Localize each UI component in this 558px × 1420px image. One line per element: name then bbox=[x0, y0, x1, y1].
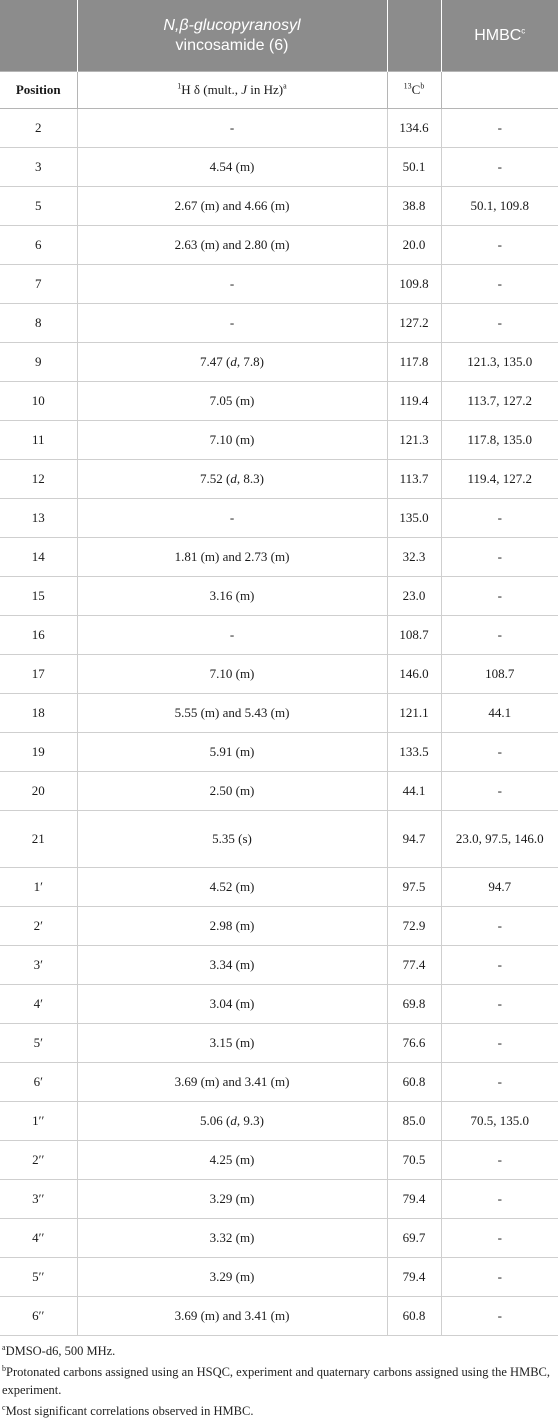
proton-shift-cell bbox=[77, 868, 387, 907]
proton-shift-text-tail: , 8.3) bbox=[236, 471, 264, 486]
hmbc-cell: 23.0, 97.5, 146.0 bbox=[441, 811, 558, 868]
proton-shift-cell bbox=[77, 946, 387, 985]
footnote bbox=[2, 1342, 558, 1360]
position-cell: 9 bbox=[0, 343, 77, 382]
proton-shift-cell bbox=[77, 1297, 387, 1336]
footnote-text: Protonated carbons assigned using an HSQC, experiment and quaternary carbons assigned using the HMBC, experiment. bbox=[2, 1365, 550, 1397]
hmbc-cell: - bbox=[441, 772, 558, 811]
hmbc-cell: 44.1 bbox=[441, 694, 558, 733]
carbon-shift-cell: 44.1 bbox=[387, 772, 441, 811]
hmbc-cell: 108.7 bbox=[441, 655, 558, 694]
footnote-text: Most significant correlations observed in HMBC. bbox=[5, 1404, 254, 1418]
proton-shift-text: 5.35 (s) bbox=[212, 831, 252, 846]
hmbc-cell: - bbox=[441, 499, 558, 538]
proton-shift-text: - bbox=[229, 120, 235, 135]
table-row bbox=[0, 187, 558, 226]
proton-shift-text: 4.54 (m) bbox=[209, 159, 255, 174]
table-row bbox=[0, 811, 558, 868]
hmbc-cell: - bbox=[441, 226, 558, 265]
proton-shift-text: 2.98 (m) bbox=[209, 918, 255, 933]
carbon-shift-cell: 60.8 bbox=[387, 1297, 441, 1336]
hmbc-cell: - bbox=[441, 1141, 558, 1180]
proton-shift-text: - bbox=[229, 315, 235, 330]
table-row bbox=[0, 1258, 558, 1297]
proton-shift-text: 3.69 (m) and 3.41 (m) bbox=[174, 1074, 290, 1089]
carbon-shift-cell: 77.4 bbox=[387, 946, 441, 985]
carbon-shift-cell: 135.0 bbox=[387, 499, 441, 538]
hmbc-cell: 121.3, 135.0 bbox=[441, 343, 558, 382]
proton-shift-text: 3.69 (m) and 3.41 (m) bbox=[174, 1308, 290, 1323]
footnotes bbox=[0, 1336, 558, 1420]
nmr-table-body bbox=[0, 109, 558, 1336]
proton-shift-cell bbox=[77, 985, 387, 1024]
hmbc-cell: - bbox=[441, 985, 558, 1024]
proton-shift-text: 7.05 (m) bbox=[209, 393, 255, 408]
table-row bbox=[0, 772, 558, 811]
hmbc-cell: 70.5, 135.0 bbox=[441, 1102, 558, 1141]
footnote bbox=[2, 1402, 558, 1420]
proton-shift-text: 7.47 ( bbox=[200, 354, 231, 369]
position-cell: 12 bbox=[0, 460, 77, 499]
proton-shift-text: 5.91 (m) bbox=[209, 744, 255, 759]
position-cell: 5′′ bbox=[0, 1258, 77, 1297]
proton-shift-text: 3.34 (m) bbox=[209, 957, 255, 972]
proton-shift-cell bbox=[77, 343, 387, 382]
position-cell: 5′ bbox=[0, 1024, 77, 1063]
hmbc-cell: - bbox=[441, 577, 558, 616]
position-cell: 2′′ bbox=[0, 1141, 77, 1180]
position-cell: 20 bbox=[0, 772, 77, 811]
proton-shift-cell bbox=[77, 772, 387, 811]
carbon-shift-cell: 94.7 bbox=[387, 811, 441, 868]
table-row bbox=[0, 460, 558, 499]
proton-shift-cell bbox=[77, 499, 387, 538]
table-row bbox=[0, 538, 558, 577]
table-row bbox=[0, 1219, 558, 1258]
proton-shift-cell bbox=[77, 1024, 387, 1063]
position-cell: 6 bbox=[0, 226, 77, 265]
proton-shift-text: 4.25 (m) bbox=[209, 1152, 255, 1167]
carbon-shift-cell: 121.1 bbox=[387, 694, 441, 733]
hmbc-cell: - bbox=[441, 265, 558, 304]
position-cell: 6′ bbox=[0, 1063, 77, 1102]
carbon-shift-cell: 113.7 bbox=[387, 460, 441, 499]
proton-shift-cell bbox=[77, 1063, 387, 1102]
carbon-shift-cell: 127.2 bbox=[387, 304, 441, 343]
carbon-shift-cell: 20.0 bbox=[387, 226, 441, 265]
table-row bbox=[0, 304, 558, 343]
proton-shift-cell bbox=[77, 577, 387, 616]
position-cell: 4′ bbox=[0, 985, 77, 1024]
table-row bbox=[0, 733, 558, 772]
table-row bbox=[0, 109, 558, 148]
carbon-shift-cell: 69.7 bbox=[387, 1219, 441, 1258]
table-row bbox=[0, 1063, 558, 1102]
carbon-shift-cell: 117.8 bbox=[387, 343, 441, 382]
table-row bbox=[0, 1297, 558, 1336]
position-cell: 7 bbox=[0, 265, 77, 304]
proton-shift-text: 2.63 (m) and 2.80 (m) bbox=[174, 237, 290, 252]
hmbc-header bbox=[441, 0, 558, 72]
proton-shift-cell bbox=[77, 1102, 387, 1141]
position-cell: 3′′ bbox=[0, 1180, 77, 1219]
proton-shift-cell bbox=[77, 733, 387, 772]
carbon-shift-cell: 60.8 bbox=[387, 1063, 441, 1102]
proton-shift-text: 3.16 (m) bbox=[209, 588, 255, 603]
position-cell: 1′′ bbox=[0, 1102, 77, 1141]
proton-shift-text: 7.52 ( bbox=[200, 471, 231, 486]
position-cell: 17 bbox=[0, 655, 77, 694]
proton-shift-cell bbox=[77, 907, 387, 946]
proton-shift-cell bbox=[77, 187, 387, 226]
proton-shift-text: 5.55 (m) and 5.43 (m) bbox=[174, 705, 290, 720]
proton-header-j: J bbox=[241, 82, 248, 97]
table-row bbox=[0, 1102, 558, 1141]
carbon-shift-cell: 76.6 bbox=[387, 1024, 441, 1063]
proton-shift-cell bbox=[77, 1180, 387, 1219]
hmbc-header-label: HMBC bbox=[474, 26, 522, 44]
carbon-shift-cell: 108.7 bbox=[387, 616, 441, 655]
position-cell: 15 bbox=[0, 577, 77, 616]
carbon-shift-cell: 119.4 bbox=[387, 382, 441, 421]
position-column-header: Position bbox=[0, 72, 77, 109]
proton-shift-cell bbox=[77, 265, 387, 304]
carbon-shift-cell: 72.9 bbox=[387, 907, 441, 946]
proton-shift-cell bbox=[77, 694, 387, 733]
table-row bbox=[0, 694, 558, 733]
footnote bbox=[2, 1363, 558, 1399]
position-cell: 18 bbox=[0, 694, 77, 733]
proton-shift-text: 3.32 (m) bbox=[209, 1230, 255, 1245]
header-blank-cell bbox=[0, 0, 77, 72]
position-cell: 19 bbox=[0, 733, 77, 772]
carbon-header-text: C bbox=[411, 82, 421, 97]
proton-shift-cell bbox=[77, 616, 387, 655]
proton-shift-text: 7.10 (m) bbox=[209, 432, 255, 447]
carbon-shift-cell: 70.5 bbox=[387, 1141, 441, 1180]
table-row bbox=[0, 1024, 558, 1063]
header-blank-cell-2 bbox=[387, 0, 441, 72]
hmbc-cell: 119.4, 127.2 bbox=[441, 460, 558, 499]
proton-shift-text: 5.06 ( bbox=[200, 1113, 231, 1128]
hmbc-cell: 117.8, 135.0 bbox=[441, 421, 558, 460]
position-cell: 11 bbox=[0, 421, 77, 460]
multiplicity-italic: d bbox=[230, 1113, 237, 1128]
proton-shift-cell bbox=[77, 382, 387, 421]
hmbc-subheader-blank bbox=[441, 72, 558, 109]
hmbc-cell: - bbox=[441, 1219, 558, 1258]
multiplicity-italic: d bbox=[230, 354, 237, 369]
hmbc-cell: - bbox=[441, 733, 558, 772]
footnote-mark: c bbox=[2, 1402, 6, 1412]
position-cell: 1′ bbox=[0, 868, 77, 907]
hmbc-cell: 113.7, 127.2 bbox=[441, 382, 558, 421]
proton-shift-text: - bbox=[229, 627, 235, 642]
carbon-shift-column-header bbox=[387, 72, 441, 109]
hmbc-cell: - bbox=[441, 1297, 558, 1336]
footnote-mark: a bbox=[2, 1342, 6, 1352]
position-cell: 8 bbox=[0, 304, 77, 343]
proton-shift-text: 4.52 (m) bbox=[209, 879, 255, 894]
proton-shift-text: 2.50 (m) bbox=[209, 783, 255, 798]
compound-name-line1: N,β-glucopyranosyl bbox=[163, 16, 301, 34]
carbon-shift-cell: 79.4 bbox=[387, 1258, 441, 1297]
hmbc-cell: - bbox=[441, 616, 558, 655]
carbon-shift-cell: 85.0 bbox=[387, 1102, 441, 1141]
table-row bbox=[0, 985, 558, 1024]
carbon-isotope-sup: 13 bbox=[403, 81, 412, 91]
proton-shift-cell bbox=[77, 109, 387, 148]
position-cell: 10 bbox=[0, 382, 77, 421]
proton-shift-cell bbox=[77, 1258, 387, 1297]
carbon-shift-cell: 109.8 bbox=[387, 265, 441, 304]
position-cell: 5 bbox=[0, 187, 77, 226]
hmbc-cell: - bbox=[441, 946, 558, 985]
proton-shift-cell bbox=[77, 1219, 387, 1258]
carbon-shift-cell: 133.5 bbox=[387, 733, 441, 772]
proton-shift-text: 2.67 (m) and 4.66 (m) bbox=[174, 198, 290, 213]
carbon-shift-cell: 38.8 bbox=[387, 187, 441, 226]
carbon-header-footnote-mark: b bbox=[420, 81, 425, 91]
proton-shift-cell bbox=[77, 148, 387, 187]
proton-shift-cell bbox=[77, 304, 387, 343]
table-row bbox=[0, 265, 558, 304]
proton-shift-text-tail: , 7.8) bbox=[236, 354, 264, 369]
proton-shift-text: 3.15 (m) bbox=[209, 1035, 255, 1050]
proton-shift-cell bbox=[77, 811, 387, 868]
carbon-shift-cell: 146.0 bbox=[387, 655, 441, 694]
hmbc-cell: - bbox=[441, 1180, 558, 1219]
position-cell: 2 bbox=[0, 109, 77, 148]
proton-shift-text: 7.10 (m) bbox=[209, 666, 255, 681]
proton-shift-text: - bbox=[229, 276, 235, 291]
proton-shift-text: 3.29 (m) bbox=[209, 1269, 255, 1284]
proton-shift-cell bbox=[77, 538, 387, 577]
hmbc-header-footnote-mark: c bbox=[521, 26, 526, 36]
position-cell: 14 bbox=[0, 538, 77, 577]
hmbc-cell: - bbox=[441, 907, 558, 946]
table-row bbox=[0, 1141, 558, 1180]
hmbc-cell: 94.7 bbox=[441, 868, 558, 907]
table-row bbox=[0, 421, 558, 460]
proton-shift-column-header bbox=[77, 72, 387, 109]
table-row bbox=[0, 907, 558, 946]
footnote-mark: b bbox=[2, 1363, 6, 1373]
position-cell: 16 bbox=[0, 616, 77, 655]
proton-shift-cell bbox=[77, 226, 387, 265]
table-row bbox=[0, 946, 558, 985]
position-cell: 21 bbox=[0, 811, 77, 868]
table-row bbox=[0, 616, 558, 655]
table-row bbox=[0, 382, 558, 421]
proton-shift-cell bbox=[77, 460, 387, 499]
table-row bbox=[0, 655, 558, 694]
proton-shift-text: 3.29 (m) bbox=[209, 1191, 255, 1206]
proton-shift-text: 3.04 (m) bbox=[209, 996, 255, 1011]
carbon-shift-cell: 79.4 bbox=[387, 1180, 441, 1219]
multiplicity-italic: d bbox=[230, 471, 237, 486]
hmbc-cell: - bbox=[441, 148, 558, 187]
hmbc-cell: - bbox=[441, 1063, 558, 1102]
proton-shift-cell bbox=[77, 655, 387, 694]
proton-isotope-sup: 1 bbox=[177, 81, 182, 91]
table-row bbox=[0, 1180, 558, 1219]
position-cell: 13 bbox=[0, 499, 77, 538]
footnote-text: DMSO-d6, 500 MHz. bbox=[5, 1344, 116, 1358]
hmbc-cell: 50.1, 109.8 bbox=[441, 187, 558, 226]
proton-shift-cell bbox=[77, 1141, 387, 1180]
proton-header-footnote-mark: a bbox=[283, 81, 287, 91]
position-cell: 3 bbox=[0, 148, 77, 187]
compound-name-header bbox=[77, 0, 387, 72]
position-cell: 4′′ bbox=[0, 1219, 77, 1258]
hmbc-cell: - bbox=[441, 1024, 558, 1063]
proton-shift-cell bbox=[77, 421, 387, 460]
proton-shift-text-tail: , 9.3) bbox=[236, 1113, 264, 1128]
carbon-shift-cell: 134.6 bbox=[387, 109, 441, 148]
carbon-shift-cell: 32.3 bbox=[387, 538, 441, 577]
proton-header-text-a: H δ (mult., bbox=[181, 82, 242, 97]
hmbc-cell: - bbox=[441, 538, 558, 577]
table-row bbox=[0, 577, 558, 616]
carbon-shift-cell: 97.5 bbox=[387, 868, 441, 907]
compound-name-line2: vincosamide (6) bbox=[175, 36, 289, 54]
hmbc-cell: - bbox=[441, 109, 558, 148]
table-row bbox=[0, 343, 558, 382]
hmbc-cell: - bbox=[441, 1258, 558, 1297]
proton-shift-text: 1.81 (m) and 2.73 (m) bbox=[174, 549, 290, 564]
carbon-shift-cell: 50.1 bbox=[387, 148, 441, 187]
position-cell: 3′ bbox=[0, 946, 77, 985]
proton-shift-text: - bbox=[229, 510, 235, 525]
hmbc-cell: - bbox=[441, 304, 558, 343]
carbon-shift-cell: 23.0 bbox=[387, 577, 441, 616]
position-cell: 6′′ bbox=[0, 1297, 77, 1336]
table-row bbox=[0, 226, 558, 265]
carbon-shift-cell: 121.3 bbox=[387, 421, 441, 460]
table-row bbox=[0, 499, 558, 538]
carbon-shift-cell: 69.8 bbox=[387, 985, 441, 1024]
table-row bbox=[0, 868, 558, 907]
table-row bbox=[0, 148, 558, 187]
proton-header-text-b: in Hz) bbox=[247, 82, 284, 97]
position-cell: 2′ bbox=[0, 907, 77, 946]
